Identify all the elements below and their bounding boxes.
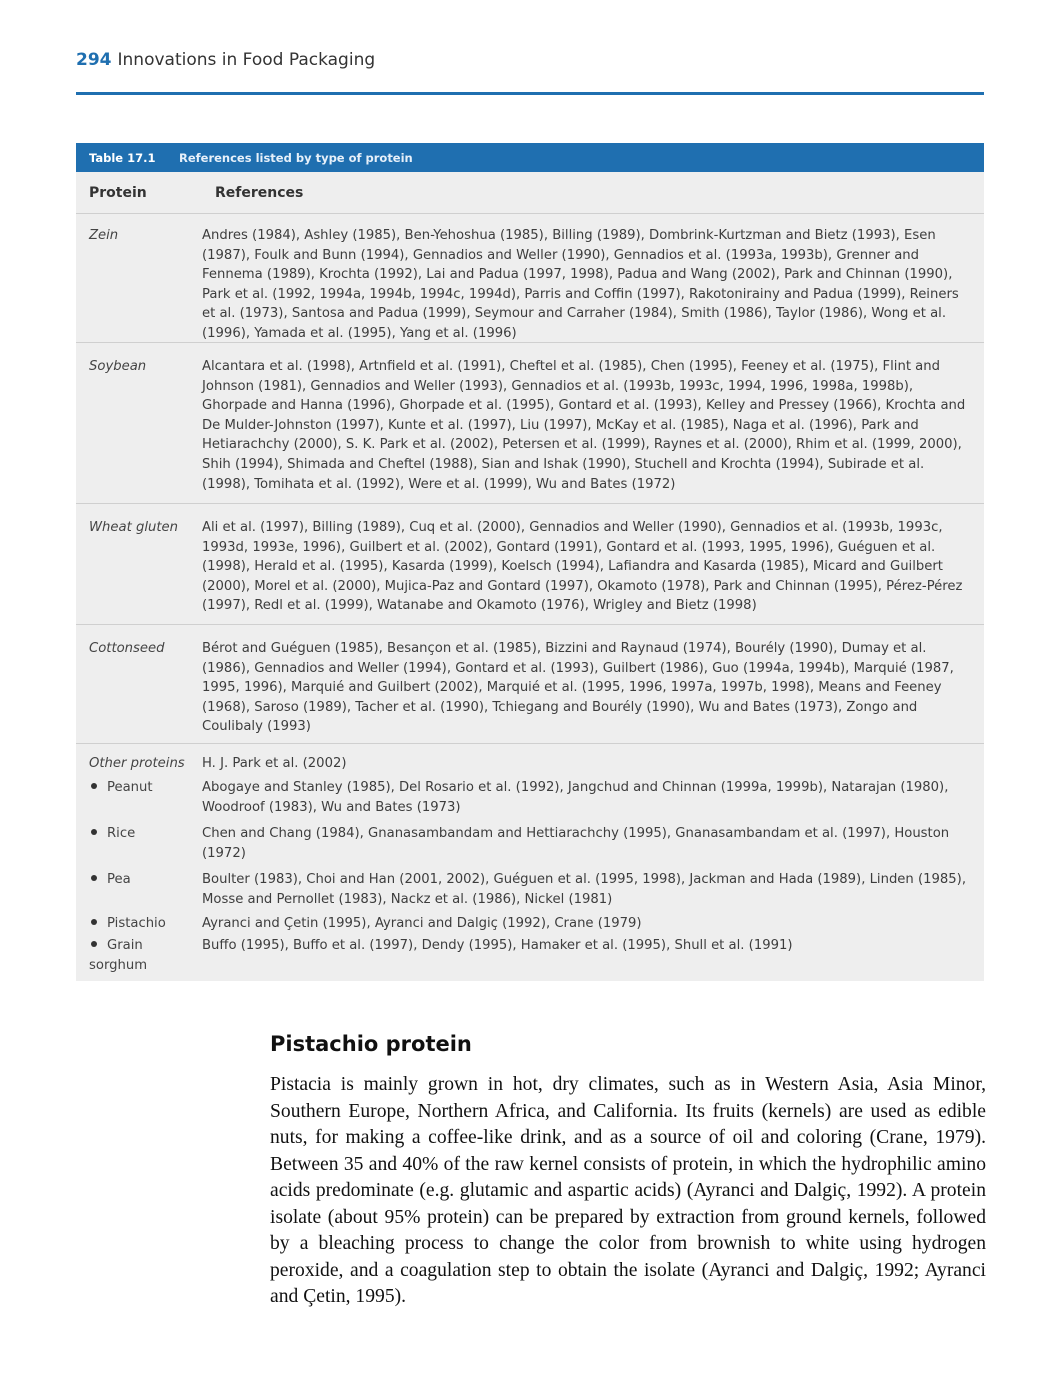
table-row bbox=[76, 870, 984, 914]
table-row bbox=[76, 778, 984, 824]
table-row bbox=[76, 936, 984, 973]
protein-name-cell bbox=[76, 824, 202, 870]
protein-references: Ayranci and Çetin (1995), Ayranci and Dalgiç (1992), Crane (1979) bbox=[202, 916, 642, 931]
protein-name: Pea bbox=[107, 872, 131, 887]
protein-name: Peanut bbox=[107, 780, 153, 795]
protein-name: Wheat gluten bbox=[89, 520, 178, 535]
table-column-headers bbox=[76, 172, 984, 214]
table-title: References listed by type of protein bbox=[179, 150, 413, 165]
protein-name: Other proteins bbox=[89, 756, 185, 771]
protein-name-cell bbox=[76, 778, 202, 824]
bullet-icon bbox=[91, 941, 97, 947]
header-rule bbox=[76, 92, 984, 95]
column-header-protein: Protein bbox=[89, 184, 147, 201]
protein-name-cell bbox=[76, 914, 202, 936]
protein-name: Pistachio bbox=[107, 916, 166, 931]
protein-references: Alcantara et al. (1998), Artnfield et al. (1991), Cheftel et al. (1985), Chen (1995), Feeney et al. (1975), Flint and Johnson (1981), Gennadios and Weller (1993), Gennadios et al. (1993b, 1993c, 1994, 1996, 1998a, 1998b), Ghorpade and Hanna (1996), Ghorpade et al. (1995), Gontard et al. (1993), Kelley and Pressey (1966), Krochta and De Mulder-Johnston (1997), Kunte et al. (1997), Liu (1997), McKay et al. (1985), Naga et al. (1996), Park and Hetiarachchy (2000), S. K. Park et al. (2002), Petersen et al. (1999), Raynes et al. (2000), Rhim et al. (1999, 2000), Shih (1994), Shimada and Cheftel (1988), Sian and Ishak (1990), Stuchell and Krochta (1994), Subirade et al. (1998), Tomihata et al. (1992), Were et al. (1999), Wu and Bates (1972) bbox=[202, 359, 966, 492]
protein-name: Rice bbox=[107, 826, 136, 841]
running-head bbox=[76, 50, 375, 70]
reference-table bbox=[76, 143, 984, 981]
section-heading: Pistachio protein bbox=[270, 1032, 472, 1056]
protein-name-cell bbox=[76, 936, 202, 973]
table-row bbox=[76, 914, 984, 936]
table-label: Table 17.1 bbox=[89, 150, 156, 165]
protein-name: Zein bbox=[89, 228, 119, 243]
table-row bbox=[76, 343, 984, 504]
table-row bbox=[76, 824, 984, 870]
bullet-icon bbox=[91, 919, 97, 925]
protein-name-cell bbox=[76, 870, 202, 914]
body-paragraph: Pistacia is mainly grown in hot, dry climates, such as in Western Asia, Asia Minor, Southern Europe, Northern Africa, and California. Its fruits (kernels) are used as edible nuts, for making a coffee-like drink, and as a source of oil and coloring (Crane, 1979). Between 35 and 40% of the raw kernel consists of protein, in which the hydrophilic amino acids predominate (e.g. glutamic and aspartic acids) (Ayranci and Dalgiç, 1992). A protein isolate (about 95% protein) can be prepared by extraction from ground kernels, followed by a bleaching process to change the color from brownish to white using hydrogen peroxide, and a coagulation step to obtain the isolate (Ayranci and Dalgiç, 1992; Ayranci and Çetin, 1995). bbox=[270, 1074, 986, 1307]
table-row bbox=[76, 504, 984, 625]
bullet-icon bbox=[91, 829, 97, 835]
book-title: Innovations in Food Packaging bbox=[117, 50, 376, 70]
column-header-references: References bbox=[215, 184, 304, 201]
table-row bbox=[76, 744, 984, 778]
bullet-icon bbox=[91, 783, 97, 789]
table-caption bbox=[76, 143, 984, 172]
protein-references: Andres (1984), Ashley (1985), Ben-Yehoshua (1985), Billing (1989), Dombrink-Kurtzman and Bietz (1993), Esen (1987), Foulk and Bunn (1994), Gennadios and Weller (1990), Gennadios et al. (1993a, 1993b), Grenner and Fennema (1989), Krochta (1992), Lai and Padua (1997, 1998), Padua and Wang (2002), Park and Chinnan (1990), Park et al. (1992, 1994a, 1994b, 1994c, 1994d), Parris and Coffin (1997), Rakotonirainy and Padua (1999), Reiners et al. (1973), Santosa and Padua (1999), Seymour and Carraher (1984), Smith (1986), Taylor (1986), Wong et al. (1996), Yamada et al. (1995), Yang et al. (1996) bbox=[202, 228, 959, 341]
page-number: 294 bbox=[76, 50, 112, 70]
table-row bbox=[76, 214, 984, 343]
protein-references: Abogaye and Stanley (1985), Del Rosario et al. (1992), Jangchud and Chinnan (1999a, 1999b), Natarajan (1980), Woodroof (1983), Wu and Bates (1973) bbox=[202, 780, 949, 815]
table-row bbox=[76, 625, 984, 744]
protein-references: H. J. Park et al. (2002) bbox=[202, 756, 347, 771]
protein-references: Ali et al. (1997), Billing (1989), Cuq et al. (2000), Gennadios and Weller (1990), Gennadios et al. (1993b, 1993c, 1993d, 1993e, 1996), Guilbert et al. (2002), Gontard (1991), Gontard et al. (1993, 1995, 1996), Guéguen et al. (1998), Herald et al. (1995), Kasarda (1999), Koelsch (1994), Lafiandra and Kasarda (1985), Micard and Guilbert (2000), Morel et al. (2000), Mujica-Paz and Gontard (1997), Okamoto (1978), Park and Chinnan (1995), Pérez-Pérez (1997), Redl et al. (1999), Watanabe and Okamoto (1976), Wrigley and Bietz (1998) bbox=[202, 520, 963, 614]
protein-references: Buffo (1995), Buffo et al. (1997), Dendy (1995), Hamaker et al. (1995), Shull et al. (1991) bbox=[202, 938, 793, 953]
protein-name: Soybean bbox=[89, 359, 147, 374]
protein-references: Boulter (1983), Choi and Han (2001, 2002), Guéguen et al. (1995, 1998), Jackman and Hada (1989), Linden (1985), Mosse and Pernollet (1983), Nackz et al. (1986), Nickel (1981) bbox=[202, 872, 967, 907]
protein-name: Cottonseed bbox=[89, 641, 165, 656]
bullet-icon bbox=[91, 875, 97, 881]
protein-references: Bérot and Guéguen (1985), Besançon et al. (1985), Bizzini and Raynaud (1974), Bourély (1990), Dumay et al. (1986), Gennadios and Weller (1994), Gontard et al. (1993), Guilbert (1986), Guo (1994a, 1994b), Marquié (1987, 1995, 1996), Marquié and Guilbert (2002), Marquié et al. (1995, 1996, 1997a, 1997b, 1998), Means and Feeney (1968), Saroso (1989), Tacher et al. (1990), Tchiegang and Bourély (1990), Wu and Bates (1973), Zongo and Coulibaly (1993) bbox=[202, 641, 954, 735]
protein-name: Grain sorghum bbox=[89, 938, 148, 973]
protein-references: Chen and Chang (1984), Gnanasambandam and Hettiarachchy (1995), Gnanasambandam et al. (1997), Houston (1972) bbox=[202, 826, 950, 861]
